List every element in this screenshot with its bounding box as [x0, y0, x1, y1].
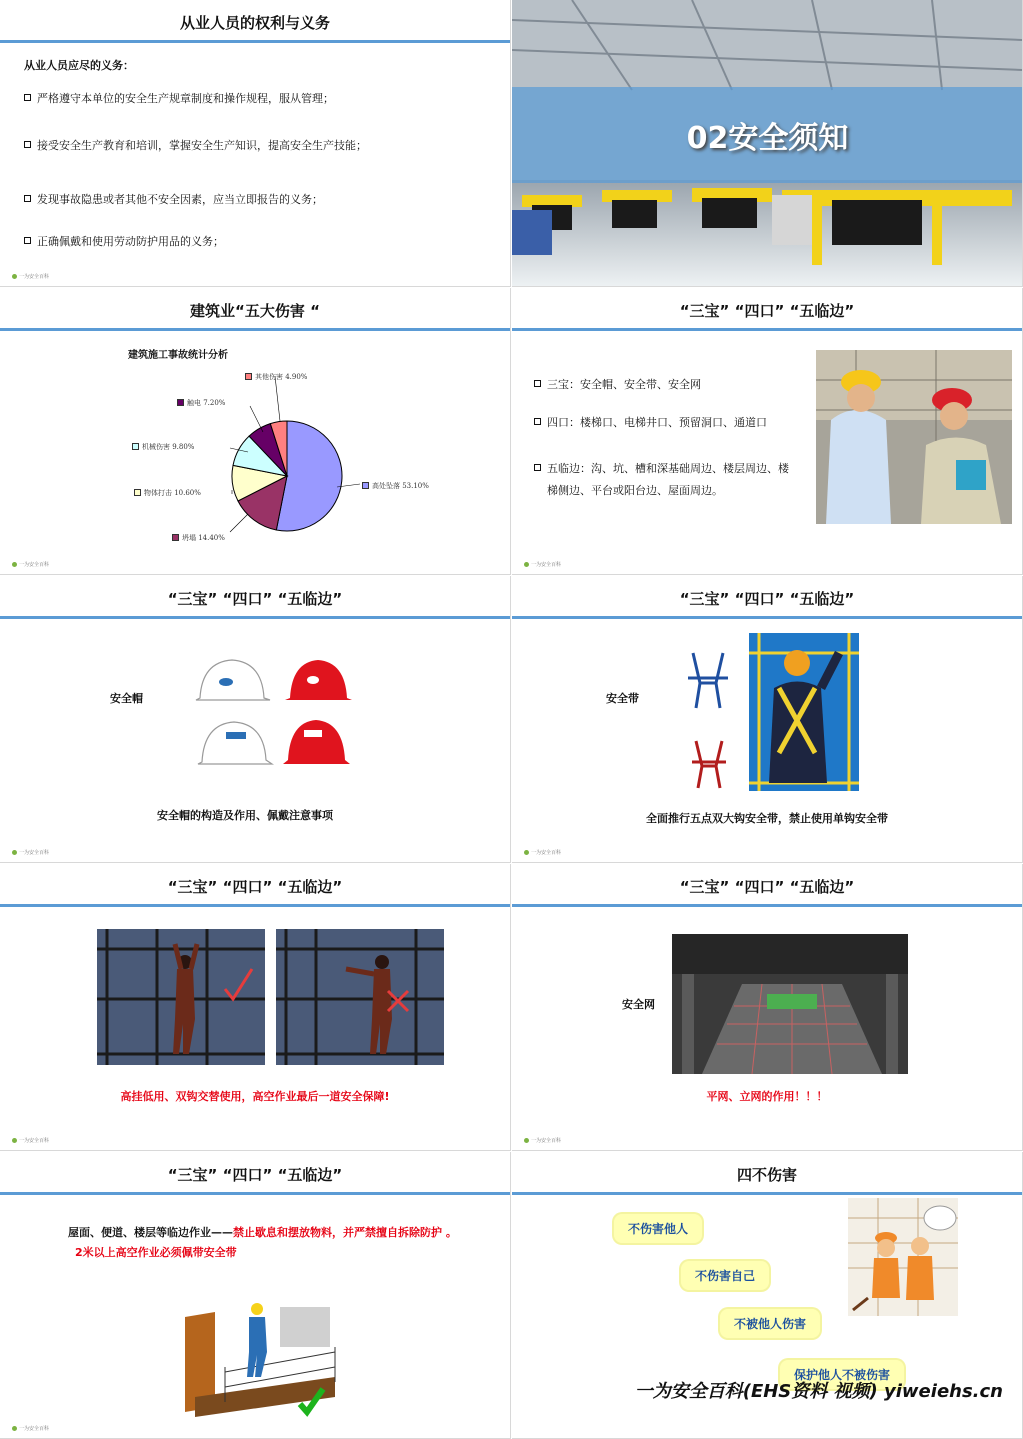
- checkbox-icon: [24, 237, 31, 244]
- checkbox-icon: [24, 94, 31, 101]
- principle-card: 不伤害自己: [681, 1261, 769, 1290]
- section-banner-title: 02安全须知: [686, 121, 849, 156]
- footer: 一为安全百科: [524, 561, 561, 568]
- slide-title: 建筑业“五大伤害 “: [190, 302, 320, 320]
- harness-requirement: 2米以上高空作业必须佩带安全带: [75, 1246, 237, 1259]
- helmet-label: 安全帽: [110, 692, 143, 705]
- harness-worker-photo: [749, 633, 859, 791]
- logo-icon: [524, 1138, 529, 1143]
- checkbox-icon: [534, 380, 541, 387]
- net-label: 安全网: [622, 998, 655, 1011]
- slide-rights-duties[interactable]: [0, 0, 511, 287]
- slide-title: “三宝” “四口” “五临边”: [167, 590, 343, 608]
- legend-item: 触电 7.20%: [177, 398, 225, 408]
- checkbox-icon: [24, 195, 31, 202]
- helmet-images: [190, 656, 370, 786]
- title-rule: [512, 616, 1022, 619]
- duty-item: 正确佩戴和使用劳动防护用品的义务；: [24, 233, 224, 249]
- slide-edge-work[interactable]: [0, 1152, 511, 1439]
- duty-item: 发现事故隐患或者其他不安全因素，应当立即报告的义务；: [24, 191, 323, 207]
- slide-section-banner[interactable]: [512, 0, 1023, 287]
- footer: 一为安全百科: [524, 849, 561, 856]
- footer: 一为安全百科: [524, 1137, 561, 1144]
- footer: 一为安全百科: [12, 1137, 49, 1144]
- footer: 一为安全百科: [12, 561, 49, 568]
- belt-label: 安全带: [606, 692, 639, 705]
- slide-hook-usage[interactable]: [0, 864, 511, 1151]
- logo-icon: [524, 850, 529, 855]
- pie-chart: [0, 328, 511, 568]
- slide-three-treasures-overview[interactable]: [512, 288, 1023, 575]
- slide-safety-helmet[interactable]: [0, 576, 511, 863]
- checkbox-icon: [534, 418, 541, 425]
- logo-icon: [12, 1138, 17, 1143]
- title-rule: [512, 1192, 1022, 1195]
- slide-title: “三宝” “四口” “五临边”: [167, 1166, 343, 1184]
- leader-line-1: [230, 514, 248, 532]
- title-rule: [0, 40, 510, 43]
- duty-item: 接受安全生产教育和培训，掌握安全生产知识，提高安全生产技能；: [24, 137, 367, 153]
- principle-card: 不被他人伤害: [720, 1309, 820, 1338]
- logo-icon: [524, 562, 529, 567]
- net-caption: 平网、立网的作用！！！: [706, 1090, 828, 1103]
- edge-protection-illustration: [185, 1297, 345, 1417]
- white-helmet-icon: [198, 722, 272, 764]
- legend-item: 坍塌 14.40%: [172, 533, 225, 543]
- slide-title: “三宝” “四口” “五临边”: [679, 590, 855, 608]
- helmet-caption: 安全帽的构造及作用、佩戴注意事项: [157, 809, 333, 822]
- watermark-text: 一为安全百科(EHS资料 视频) yiweiehs.cn: [634, 1381, 1003, 1402]
- legend-item: 其他伤害 4.90%: [245, 372, 307, 382]
- legend-item: 物体打击 10.60%: [134, 488, 201, 498]
- slide-title: “三宝” “四口” “五临边”: [679, 302, 855, 320]
- title-rule: [512, 904, 1022, 907]
- slide-five-injuries[interactable]: [0, 288, 511, 575]
- legend-item: 机械伤害 9.80%: [132, 442, 194, 452]
- workers-photo: [816, 350, 1012, 524]
- hook-caption: 高挂低用、双钩交替使用，高空作业最后一道安全保障!: [120, 1090, 390, 1103]
- overview-item: 四口：楼梯口、电梯井口、预留洞口、通道口: [534, 414, 767, 430]
- logo-icon: [12, 1426, 17, 1431]
- title-rule: [0, 904, 510, 907]
- logo-icon: [12, 274, 17, 279]
- white-helmet-icon: [196, 660, 270, 700]
- red-helmet-icon: [285, 660, 352, 700]
- slide-title: 从业人员的权利与义务: [179, 14, 330, 32]
- slide-safety-net[interactable]: [512, 864, 1023, 1151]
- slide-safety-belt[interactable]: [512, 576, 1023, 863]
- edge-work-rule: 屋面、便道、楼层等临边作业——禁止歇息和摆放物料，并严禁擅自拆除防护 。: [68, 1226, 457, 1239]
- chart-title: 建筑施工事故统计分析: [128, 350, 228, 361]
- title-rule: [0, 616, 510, 619]
- leader-line-5: [275, 376, 280, 421]
- footer: 一为安全百科: [12, 273, 49, 280]
- overview-item: 五临边：沟、坑、槽和深基础周边、楼层周边、楼: [534, 460, 789, 476]
- harness-red-icon: [684, 736, 734, 796]
- footer: 一为安全百科: [12, 1425, 49, 1432]
- red-helmet-icon: [283, 720, 350, 764]
- overview-item: 三宝：安全帽、安全带、安全网: [534, 376, 701, 392]
- leader-line-4: [250, 406, 263, 432]
- duties-subtitle: 从业人员应尽的义务：: [24, 59, 134, 72]
- duty-item: 严格遵守本单位的安全生产规章制度和操作规程，服从管理；: [24, 90, 334, 106]
- legend-item: 高处坠落 53.10%: [362, 481, 429, 491]
- safety-net-photo: [672, 934, 908, 1074]
- workers-cartoon: [848, 1198, 958, 1316]
- logo-icon: [12, 850, 17, 855]
- title-rule: [512, 328, 1022, 331]
- principle-card: 保护他人不被伤害: [780, 1360, 904, 1389]
- checkbox-icon: [534, 464, 541, 471]
- logo-icon: [12, 562, 17, 567]
- belt-caption: 全面推行五点双大钩安全带，禁止使用单钩安全带: [646, 812, 888, 825]
- wrong-hook-photo: [276, 929, 444, 1065]
- checkbox-icon: [24, 141, 31, 148]
- overview-item-continued: 梯侧边、平台或阳台边、屋面周边。: [547, 484, 723, 497]
- slide-title: 四不伤害: [736, 1166, 797, 1184]
- slide-title: “三宝” “四口” “五临边”: [679, 878, 855, 896]
- footer: 一为安全百科: [12, 849, 49, 856]
- harness-blue-icon: [678, 648, 738, 718]
- slide-title: “三宝” “四口” “五临边”: [167, 878, 343, 896]
- title-rule: [0, 1192, 510, 1195]
- principle-card: 不伤害他人: [614, 1214, 702, 1243]
- correct-hook-photo: [97, 929, 265, 1065]
